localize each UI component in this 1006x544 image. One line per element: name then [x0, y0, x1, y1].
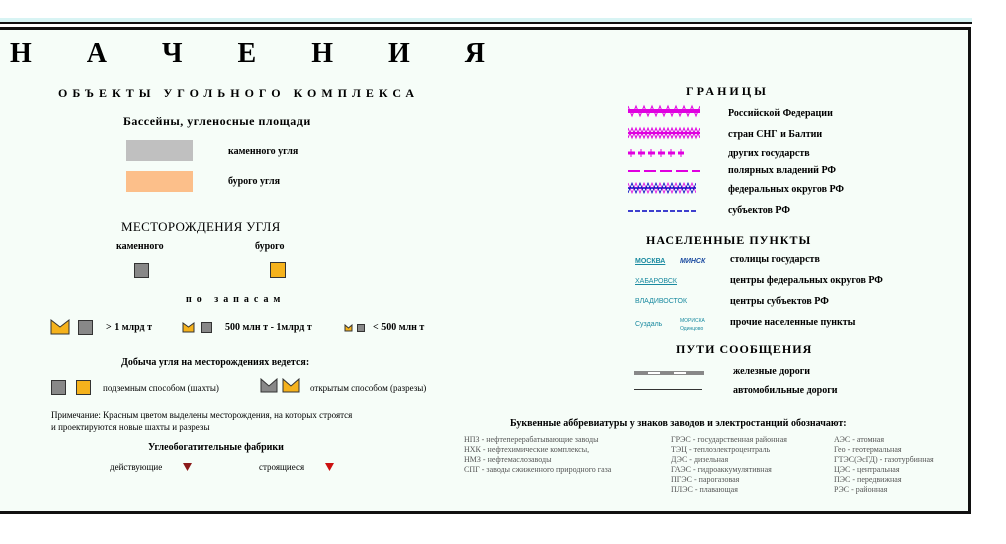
underground-label: подземным способом (шахты): [103, 383, 219, 393]
border-district-sample: [628, 182, 696, 194]
border-rf-sample: [628, 104, 700, 118]
abbr-col3-0: АЭС - атомная: [834, 435, 885, 444]
open-pit-hard-symbol: [260, 378, 278, 393]
deposit-hard-label: каменного: [116, 241, 164, 252]
deposit-symbol-large: [78, 320, 93, 335]
settlement-district-label: центры федеральных округов РФ: [730, 275, 883, 286]
abbr-col1-0: НПЗ - нефтеперерабатывающие заводы: [464, 435, 599, 444]
abbr-col2-4: ПГЭС - парогазовая: [671, 475, 740, 484]
railway-sample: [634, 370, 704, 376]
brown-coal-basin-label: бурого угля: [228, 176, 281, 187]
border-district-label: федеральных округов РФ: [728, 184, 845, 195]
settlement-subject-label: центры субъектов РФ: [730, 296, 829, 307]
border-cis-label: стран СНГ и Балтии: [728, 129, 823, 140]
abbr-col3-3: ЦЭС - центральная: [834, 465, 900, 474]
deposit-symbol-medium: [201, 322, 212, 333]
abbr-heading: Буквенные аббревиатуры у знаков заводов и электростанций обозначают:: [510, 418, 847, 429]
sample-other-2: МОРИСКА: [680, 318, 705, 324]
hard-coal-basin-swatch: [126, 140, 193, 161]
border-subject-sample: [628, 208, 698, 214]
brown-coal-basin-swatch: [126, 171, 193, 192]
settlement-other-label: прочие населенные пункты: [730, 317, 856, 328]
reserve-small-label: < 500 млн т: [373, 322, 425, 333]
sample-district-center: ХАБАРОВСК: [635, 278, 677, 285]
border-other-label: других государств: [728, 148, 810, 159]
settlements-heading: НАСЕЛЕННЫЕ ПУНКТЫ: [646, 233, 812, 247]
reserve-medium-label: 500 млн т - 1млрд т: [225, 322, 312, 333]
settlement-capitals-label: столицы государств: [730, 254, 820, 265]
abbr-col2-5: ПЛЭС - плавающая: [671, 485, 738, 494]
top-strip-line: [0, 22, 972, 24]
abbr-col2-1: ТЭЦ - теплоэлектроцентраль: [671, 445, 771, 454]
reserve-large-label: > 1 млрд т: [106, 322, 153, 333]
sample-other-1: Суздаль: [635, 321, 663, 328]
plant-active-symbol: [183, 463, 193, 472]
border-rf-label: Российской Федерации: [728, 108, 833, 119]
underground-brown-swatch: [76, 380, 91, 395]
deposit-symbol-small: [357, 324, 365, 332]
road-label: автомобильные дороги: [733, 385, 838, 396]
mine-symbol-large: [50, 319, 70, 335]
plant-building-symbol: [325, 463, 335, 472]
abbr-col3-1: Гео - геотермальная: [834, 445, 902, 454]
mine-symbol-medium: [182, 322, 195, 333]
open-pit-label: открытым способом (разрезы): [310, 383, 427, 393]
border-polar-sample: [628, 168, 700, 174]
border-subject-label: субъектов РФ: [728, 205, 790, 216]
legend-panel: [0, 27, 971, 514]
open-pit-brown-symbol: [282, 378, 300, 393]
plants-active-label: действующие: [110, 462, 163, 472]
railway-label: железные дороги: [733, 366, 811, 377]
note-line-2: и проектируются новые шахты и разрезы: [51, 422, 210, 432]
sample-subject-center: ВЛАДИВОСТОК: [635, 298, 688, 305]
coal-complex-heading: ОБЪЕКТЫ УГОЛЬНОГО КОМПЛЕКСА: [58, 86, 420, 100]
border-cis-sample: [628, 126, 700, 140]
basins-heading: Бассейны, угленосные площади: [123, 114, 311, 128]
reserves-heading: по запасам: [186, 294, 286, 305]
mine-symbol-small: [344, 324, 353, 332]
abbr-col2-3: ГАЭС - гидроаккумулятивная: [671, 465, 772, 474]
abbr-col3-2: ГТЭС(ЭсГД) - газотурбинная: [834, 455, 934, 464]
top-strip: [0, 0, 1006, 24]
legend-title: Н А Ч Е Н И Я: [10, 38, 510, 69]
plants-building-label: строящиеся: [259, 462, 305, 472]
sample-other-3: Одинцово: [680, 326, 704, 332]
mining-heading: Добыча угля на месторождениях ведется:: [121, 357, 310, 368]
border-other-sample: [628, 148, 684, 158]
deposit-brown-label: бурого: [255, 241, 285, 252]
hard-coal-basin-label: каменного угля: [228, 146, 299, 157]
abbr-col2-2: ДЭС - дизельная: [671, 455, 729, 464]
deposits-heading: МЕСТОРОЖДЕНИЯ УГЛЯ: [121, 219, 281, 234]
abbr-col3-5: РЭС - районная: [834, 485, 888, 494]
deposit-brown-swatch: [270, 262, 286, 278]
road-sample: [634, 388, 702, 391]
note-line-1: Примечание: Красным цветом выделены месторождения, на которых строятся: [51, 410, 353, 420]
sample-capital-2: МИНСК: [680, 258, 706, 265]
sample-capital-1: МОСКВА: [635, 258, 666, 265]
underground-hard-swatch: [51, 380, 66, 395]
roads-heading: ПУТИ СООБЩЕНИЯ: [676, 342, 813, 356]
abbr-col1-3: СПГ - заводы сжиженного природного газа: [464, 465, 612, 474]
abbr-col3-4: ПЭС - передвижная: [834, 475, 902, 484]
border-polar-label: полярных владений РФ: [728, 165, 836, 176]
abbr-col1-1: НХК - нефтехимические комплексы,: [464, 445, 590, 454]
abbr-col2-0: ГРЭС - государственная районная: [671, 435, 787, 444]
abbr-col1-2: НМЗ - нефтемаслозаводы: [464, 455, 552, 464]
borders-heading: ГРАНИЦЫ: [686, 84, 769, 98]
plants-heading: Углеобогатительные фабрики: [148, 442, 284, 453]
deposit-hard-swatch: [134, 263, 149, 278]
